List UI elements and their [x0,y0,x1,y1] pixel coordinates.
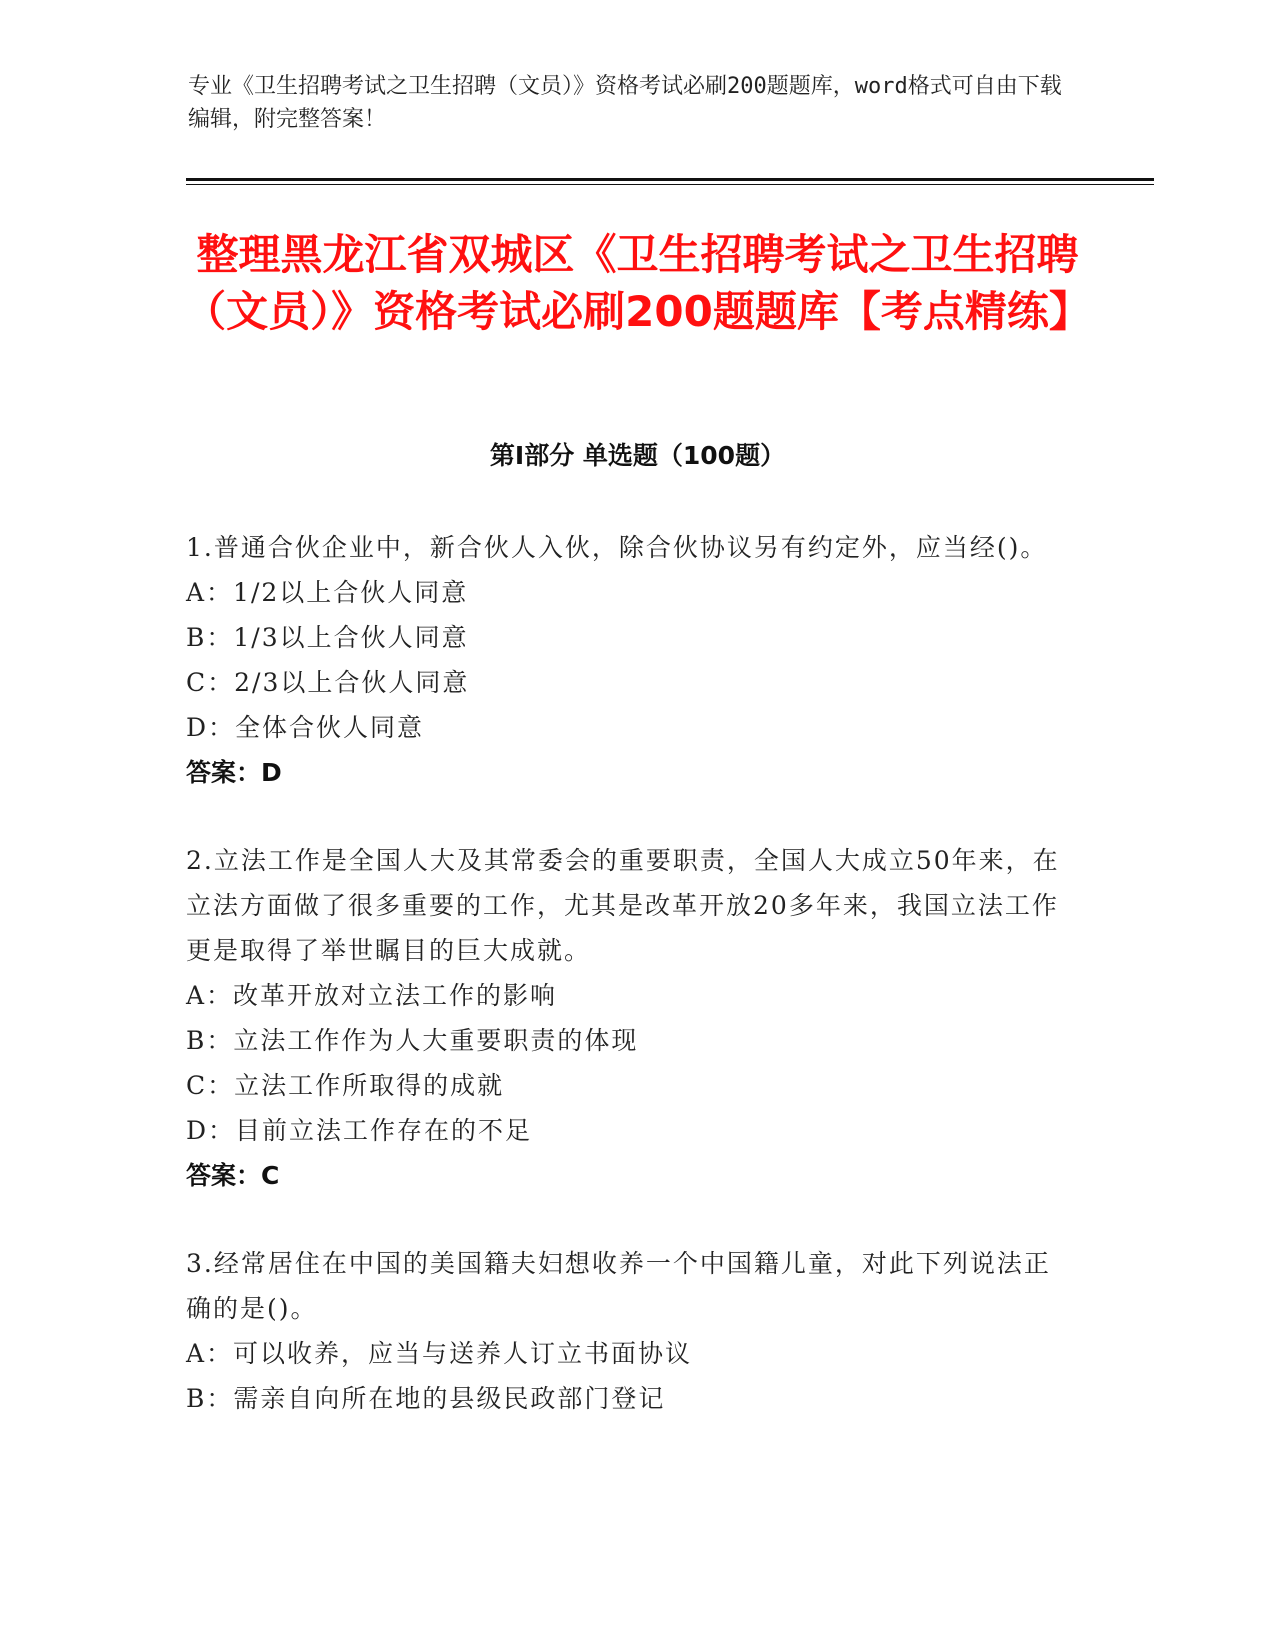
question-list [186,525,1076,1464]
section-heading: 第Ⅰ部分 单选题（100题） [489,441,786,470]
question-3 [186,1241,1076,1421]
document-title: 整理黑龙江省双城区《卫生招聘考试之卫生招聘（文员）》资格考试必刷200题题库【考点精练】 [184,230,1091,336]
header-note: 专业《卫生招聘考试之卫生招聘（文员）》资格考试必刷200题题库，word格式可自由下载编辑，附完整答案！ [188,74,1062,132]
answer-line: 答案：D [186,758,282,787]
question-stem: 1.普通合伙企业中，新合伙人入伙，除合伙协议另有约定外，应当经()。 [186,533,1048,562]
option-a: A：可以收养，应当与送养人订立书面协议 [186,1339,693,1368]
question-stem: 3.经常居住在中国的美国籍夫妇想收养一个中国籍儿童，对此下列说法正确的是()。 [186,1249,1051,1323]
option-b: B：需亲自向所在地的县级民政部门登记 [186,1384,666,1413]
option-a: A：1/2以上合伙人同意 [186,578,469,607]
option-a: A：改革开放对立法工作的影响 [186,981,558,1010]
option-d: D：全体合伙人同意 [186,713,425,742]
question-2 [186,838,1076,1198]
option-c: C：2/3以上合伙人同意 [186,668,470,697]
header-rule-thin [186,184,1154,185]
option-b: B：1/3以上合伙人同意 [186,623,469,652]
question-1 [186,525,1076,795]
question-stem: 2.立法工作是全国人大及其常委会的重要职责，全国人大成立50年来，在立法方面做了很多重要的工作，尤其是改革开放20多年来，我国立法工作更是取得了举世瞩目的巨大成就。 [186,846,1060,965]
answer-line: 答案：C [186,1161,280,1190]
option-d: D：目前立法工作存在的不足 [186,1116,533,1145]
header-rule-thick [186,178,1154,181]
option-c: C：立法工作所取得的成就 [186,1071,505,1100]
option-b: B：立法工作作为人大重要职责的体现 [186,1026,639,1055]
